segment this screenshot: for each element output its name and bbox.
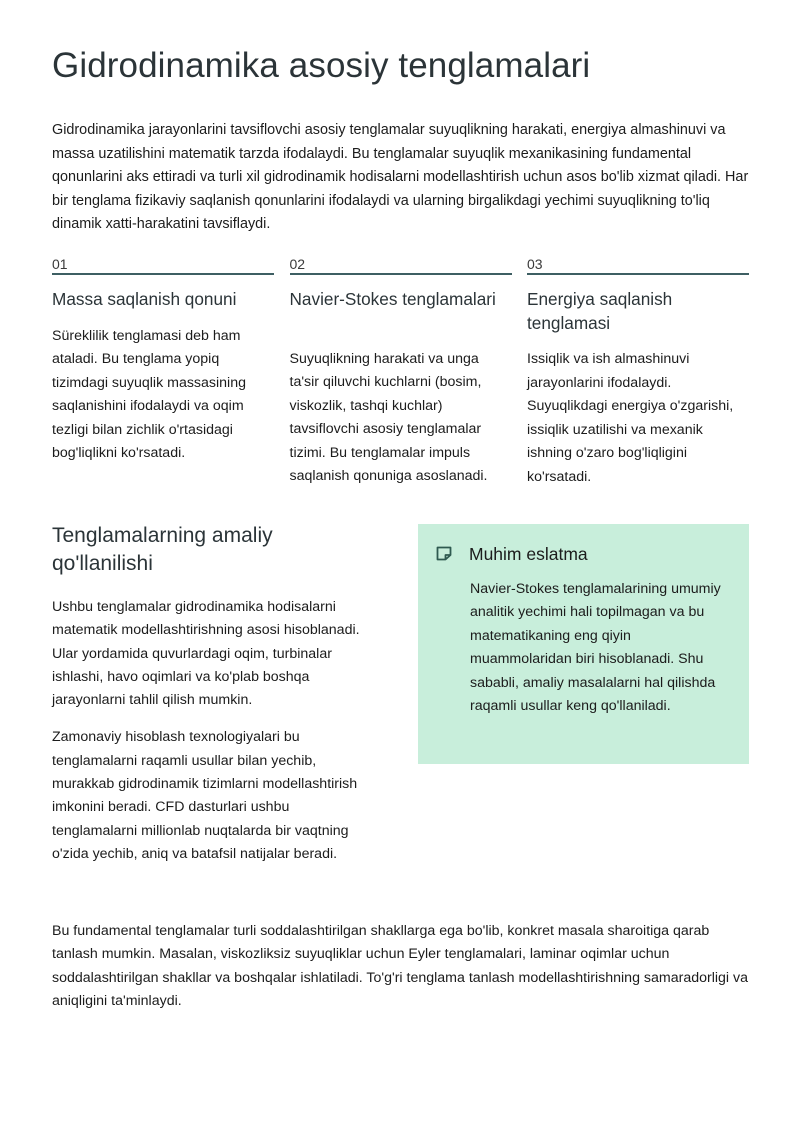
closing-paragraph: Bu fundamental tenglamalar turli soddalashtirilgan shakllarga ega bo'lib, konkret masala sharoitiga qarab tanlash mumkin. Masalan, viskozliksiz suyuqliklar uchun Eyler tenglamalari, laminar oqimlar uchun soddalashtirilgan shakllar va boshqalar ishlatiladi. To'g'ri tenglama tanlash modellashtirishning samaradorligi va aniqligini ta'minlaydi. xyxy=(52,923,748,1010)
note-header xyxy=(436,544,729,565)
application-paragraph-2: Zamonaviy hisoblash texnologiyalari bu tenglamalarni raqamli usullar bilan yechib, murakkab gidrodinamik tizimlarni modellashtirish imkonini beradi. CFD dasturlari ushbu tenglamalarni millionlab nuqtalarda bir vaqtning o'zida yechib, aniq va batafsil natijalar beradi. xyxy=(52,729,358,862)
note-icon xyxy=(436,546,452,561)
intro-paragraph: Gidrodinamika jarayonlarini tavsiflovchi asosiy tenglamalar suyuqlikning harakati, energiya almashinuvi va massa uzatilishini matematik tarzda ifodalaydi. Bu tenglamalar suyuqlik mexanikasining fundamental qonunlarini aks ettiradi va turli xil gidrodinamik hodisalarni modellashtirish uchun asos bo'lib xizmat qiladi. Har bir tenglama fizikaviy saqlanish qonunlarini ifodalaydi va ularning birgalikdagi yechimi suyuqlikning to'liq dinamik xatti-harakatini tavsiflaydi. xyxy=(52,122,749,233)
important-note-box xyxy=(418,524,749,764)
column-title: Navier-Stokes tenglamalari xyxy=(289,289,496,309)
column-number: 02 xyxy=(290,256,512,275)
column-number: 03 xyxy=(527,256,749,275)
column-title: Massa saqlanish qonuni xyxy=(52,289,237,309)
application-section xyxy=(52,522,372,866)
application-paragraph-1: Ushbu tenglamalar gidrodinamika hodisalarni matematik modellashtirishning asosi hisoblanadi. Ular yordamida quvurlardagi oqim, turbinalar ishlashi, havo oqimlari va ko'plab boshqa jarayonlarni tahlil qilish mumkin. xyxy=(52,599,360,709)
column-navier-stokes xyxy=(290,256,512,489)
column-title: Energiya saqlanish tenglamasi xyxy=(527,289,673,333)
page-title: Gidrodinamika asosiy tenglamalari xyxy=(52,46,591,85)
section-title: Tenglamalarning amaliy qo'llanilishi xyxy=(52,524,273,575)
column-text: Suyuqlikning harakati va unga ta'sir qiluvchi kuchlarni (bosim, viskozlik, tashqi kuchlar) tavsiflovchi asosiy tenglamalar tizimi. Bu tenglamalar impuls saqlanish qonuniga asoslanadi. xyxy=(289,350,488,484)
column-number: 01 xyxy=(52,256,274,275)
note-text: Navier-Stokes tenglamalarining umumiy analitik yechimi hali topilmagan va bu matematikaning eng qiyin muammolaridan biri hisoblanadi. Shu sababli, amaliy masalalarni hal qilishda raqamli usullar keng qo'llaniladi. xyxy=(470,581,721,715)
note-title: Muhim eslatma xyxy=(469,544,588,564)
column-mass-conservation xyxy=(52,256,274,489)
column-energy-conservation xyxy=(527,256,749,489)
column-text: Süreklilik tenglamasi deb ham ataladi. Bu tenglama yopiq tizimdagi suyuqlik massasining saqlanishini ifodalaydi va oqim tezligi bilan zichlik o'rtasidagi bog'liqlikni ko'rsatadi. xyxy=(52,327,246,461)
equation-columns xyxy=(52,256,749,489)
column-text: Issiqlik va ish almashinuvi jarayonlarini ifodalaydi. Suyuqlikdagi energiya o'zgarishi, issiqlik uzatilishi va mexanik ishning o'zaro bog'liqligini ko'rsatadi. xyxy=(527,351,734,485)
